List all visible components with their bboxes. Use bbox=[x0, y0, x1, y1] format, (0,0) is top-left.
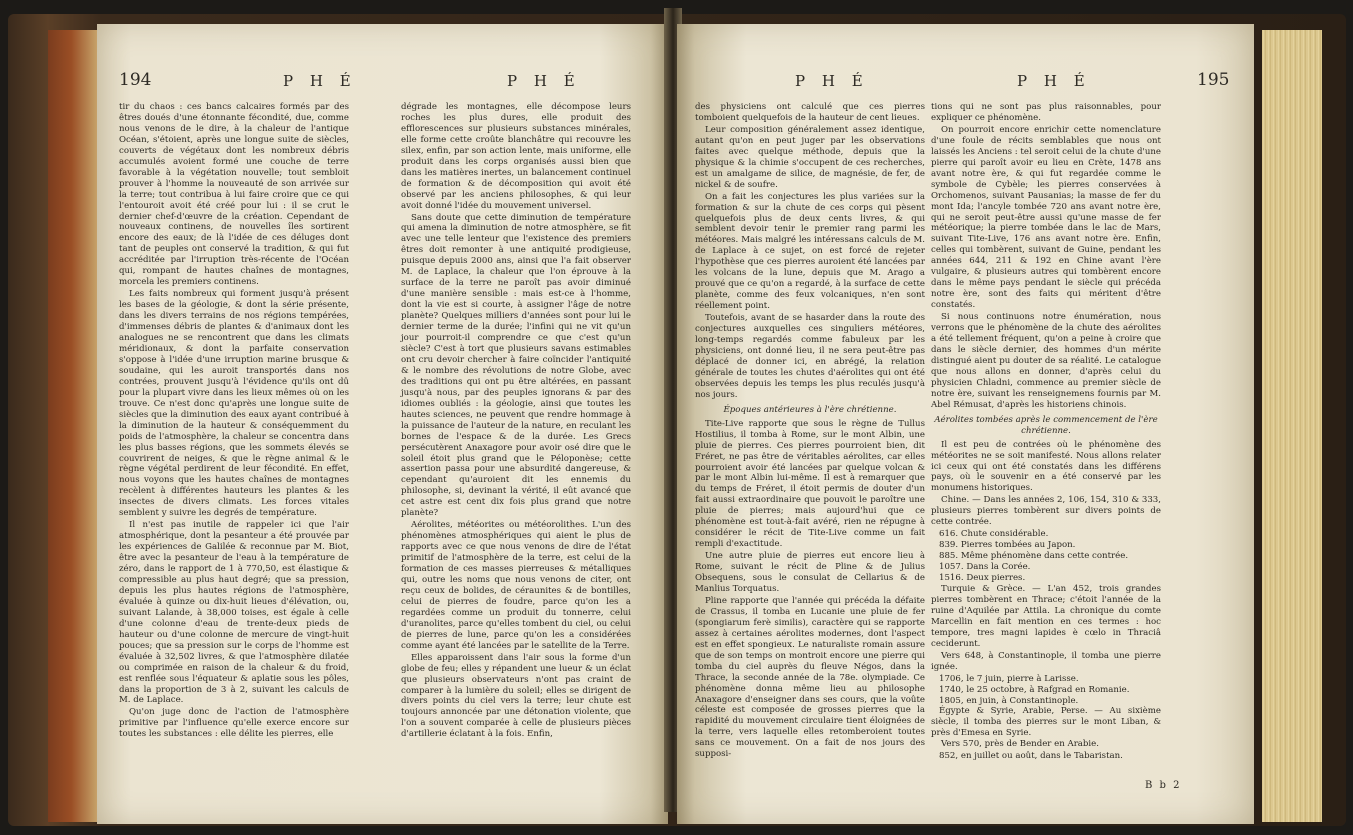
paragraph: On pourroit encore enrichir cette nomenclature d'une foule de récits semblables que nous ont laissés les Anciens : tel seroit celui de la chute d'une pierre qui paroît avoir eu lieu en Crète, 1478 ans avant notre ère, & qui fut regardée comme le symbole de Cybèle; les pierres conservées à Orchomenos, suivant Pausanias; la masse de fer du mont Ida; l'ancyle tombée 720 ans avant notre ère, qui ne seroit peut-être aussi qu'une masse de fer météorique; la pierre tombée dans le lac de Mars, suivant Tite-Live, 176 ans avant notre ère. Enfin, celles qui tombèrent, suivant de Guine, pendant les années 644, 211 & 192 en Chine avant l'ère vulgaire, & plusieurs autres qui tombèrent encore dans le même pays pendant le siècle qui précéda notre ère, sont des faits qui méritent d'être constatés. bbox=[931, 124, 1161, 311]
left-column-1 bbox=[119, 102, 349, 741]
left-page bbox=[97, 24, 668, 824]
paragraph: tir du chaos : ces bancs calcaires formés par des êtres doués d'une étonnante fécondité, due, comme nous venons de le dire, à la chaleur de l'antique Océan, s'étoient, après une longue suite de siècles, couverts de végétaux dont les nombreux débris accumulés avoient formé une couche de terre favorable à la végétation nouvelle; tout sembloit prouver à l'homme la nouveauté de son arrivée sur la terre; tout contribua à lui faire croire que ce qui l'entouroit avoit été créé pour lui : il se crut le dernier chef-d'œuvre de la création. Cependant de nouveaux continens, de nouvelles îles sortirent encore des eaux; de là l'idée de ces déluges dont tant de peuples ont conservé la tradition, & qui fut accréditée par l'irruption très-récente de l'Océan qui, rompant de hautes chaînes de montagnes, morcela les premiers continens. bbox=[119, 102, 349, 288]
paragraph: Tite-Live rapporte que sous le règne de Tullus Hostilius, il tomba à Rome, sur le mont Albin, une pluie de pierres. Ces pierres pourroient bien, dit Fréret, ne pas être de véritables aérolites, car elles pourroient avoir été lancées par quelque volcan & par le mont Albin lui-même. Il est à remarquer que du temps de Fréret, il étoit permis de douter d'un fait aussi extraordinaire que pouvoit le paroître une pluie de pierres; mais aujourd'hui que ce phénomène est tout-à-fait avéré, rien ne répugne à considérer le récit de Tite-Live comme un fait rempli d'exactitude. bbox=[695, 418, 925, 550]
catalogue-entry: 1057. Dans la Corée. bbox=[939, 562, 1031, 573]
paragraph: Les faits nombreux qui forment jusqu'à présent les bases de la géologie, & dont la série présente, dans les divers terrains de nos régions tempérées, d'immenses débris de plantes & d'animaux dont les analogues ne se rencontrent que dans les climats méridionaux, & dont la parfaite conservation s'oppose à l'idée d'une irruption marine brusque & soudaine, qui les auroit transportés dans nos contrées, prouvent jusqu'à l'évidence qu'ils ont dû pour la plupart vivre dans les lieux mêmes où on les trouve. Ce n'est donc qu'après une longue suite de siècles que la diminution des eaux ayant contribué à la diminution de la hauteur & conséquemment du poids de l'atmosphère, la chaleur se concentra dans les plus basses régions, que les sommets élevés se couvrirent de neiges, & que le règne animal & le règne végétal perdirent de leur fécondité. En effet, nous voyons que les hautes chaînes de montagnes recèlent à différentes hauteurs les plantes & les insectes de divers climats. Les forces vitales semblent y suivre les degrés de température. bbox=[119, 289, 349, 519]
paragraph: des physiciens ont calculé que ces pierres tomboient quelquefois de la hauteur de cent lieues. bbox=[695, 102, 925, 123]
paragraph: Leur composition généralement assez identique, autant qu'on en peut juger par les observations faites avec quelque méthode, depuis que la physique & la chimie s'occupent de ces recherches, est un amalgame de silice, de magnésie, de fer, de nickel & de soufre. bbox=[695, 124, 925, 190]
paragraph: Turquie & Grèce. — L'an 452, trois grandes pierres tombèrent en Thrace; c'étoit l'année de la ruine d'Aquilée par Attila. La chronique du comte Marcellin en fait mention en ces termes : hoc tempore, tres magni lapides è cœlo in Thraciâ ceciderunt. bbox=[931, 583, 1161, 649]
paragraph: tions qui ne sont pas plus raisonnables, pour expliquer ce phénomène. bbox=[931, 102, 1161, 123]
paragraph: Qu'on juge donc de l'action de l'atmosphère primitive par l'influence qu'elle exerce encore sur toutes les substances : elle délite les pierres, elle bbox=[119, 707, 349, 740]
left-header-left: P H É bbox=[283, 72, 357, 90]
section-heading: Époques antérieures à l'ère chrétienne. bbox=[723, 404, 897, 415]
right-column-2 bbox=[931, 102, 1161, 762]
paragraph: On a fait les conjectures les plus variées sur la formation & sur la chute de ces corps qui pèsent quelquefois plus de deux cents livres, & qui semblent devoir tenir le premier rang parmi les météores. Mais malgré les intéressans calculs de M. de Laplace à ce sujet, on est forcé de rejeter l'hypothèse que ces pierres auroient été lancées par les volcans de la lune, depuis que M. Arago a prouvé que ce qu'on a regardé, à la surface de cette planète, comme des feux volcaniques, n'en sont réellement point. bbox=[695, 191, 925, 312]
catalogue-entry: 839. Pierres tombées au Japon. bbox=[939, 540, 1076, 551]
signature-mark: B b 2 bbox=[1145, 780, 1182, 791]
paragraph: Pline rapporte que l'année qui précéda la défaite de Crassus, il tomba en Lucanie une pluie de fer (spongiarum ferè similis), caractère qui se rapporte assez à certaines aérolites modernes, dont l'aspect est en effet spongieux. Le naturaliste romain assure que de son temps on montroit encore une pierre qui tomba du ciel auprès du fleuve Négos, dans la Thrace, la seconde année de la 78e. olympiade. Ce phénomène donna même lieu au philosophe Anaxagore d'enseigner dans ses cours, que la voûte céleste est composée de grosses pierres que la rapidité du mouvement circulaire tient éloignées de la terre, vers laquelle elles retomberoient toutes sans ce mouvement. On a fait de nos jours des supposi- bbox=[695, 595, 925, 760]
catalogue-entry: Égypte & Syrie, Arabie, Perse. — Au sixième siècle, il tomba des pierres sur le mont Liban, & près d'Emesa en Syrie. bbox=[931, 706, 1161, 739]
paragraph: Si nous continuons notre énumération, nous verrons que le phénomène de la chute des aérolites a été tellement fréquent, qu'on a peine à croire que dans le siècle dernier, des hommes d'un mérite distingué aient pu douter de sa réalité. Le catalogue que nous allons en donner, d'après celui du physicien Chladni, commence au premier siècle de notre ère, suivant les renseignemens fournis par M. Abel Rémusat, d'après les historiens chinois. bbox=[931, 312, 1161, 410]
left-page-number: 194 bbox=[119, 70, 152, 90]
paragraph: Une autre pluie de pierres eut encore lieu à Rome, suivant le récit de Pline & de Julius Obsequens, sous le consulat de Cellarius & de Manlius Torquatus. bbox=[695, 551, 925, 594]
catalogue-entry: 1740, le 25 octobre, à Rafgrad en Romanie. bbox=[939, 684, 1130, 695]
section-heading: Aérolites tombées après le commencement de l'ère chrétienne. bbox=[934, 414, 1158, 436]
paragraph: Vers 648, à Constantinople, il tomba une pierre ignée. bbox=[931, 650, 1161, 672]
paragraph: Il est peu de contrées où le phénomène des météorites ne se soit manifesté. Nous allons relater ici ceux qui ont été constatés dans les différens pays, où le souvenir en a été conservé par les monumens historiques. bbox=[931, 439, 1161, 494]
catalogue-entry: 616. Chute considérable. bbox=[939, 529, 1049, 540]
left-header-right: P H É bbox=[507, 72, 581, 90]
right-column-1 bbox=[695, 102, 925, 761]
catalogue-entry: 1516. Deux pierres. bbox=[939, 573, 1026, 584]
paragraph: Toutefois, avant de se hasarder dans la route des conjectures auxquelles ces singuliers météores, long-temps regardés comme fabuleux par les physiciens, ont donné lieu, il ne sera peut-être pas déplacé de donner ici, en abrégé, la relation générale de toutes les chutes d'aérolites qui ont été observées depuis les temps les plus reculés jusqu'à nos jours. bbox=[695, 313, 925, 400]
right-header-left: P H É bbox=[795, 72, 869, 90]
paragraph: Il n'est pas inutile de rappeler ici que l'air atmosphérique, dont la pesanteur a été prouvée par les expériences de Galilée & reconnue par M. Biot, être avec la pesanteur de l'eau à la température de zéro, dans le rapport de 1 à 770,50, est élastique & compressible au plus haut degré; que sa pression, depuis les plus hautes régions de l'atmosphère, évaluée à quinze ou dix-huit lieues d'élévation, ou, suivant Lalande, à 38,000 toises, est égale à celle d'une colonne d'eau de trente-deux pieds de hauteur ou d'une colonne de mercure de vingt-huit pouces; que sa pression sur le corps de l'homme est évaluée à 32,502 livres, & que l'atmosphère dilatée ou comprimée en raison de la chaleur & du froid, est renflée sous l'équateur & aplatie sous les pôles, dans la proportion de 3 à 2, suivant les calculs de M. de Laplace. bbox=[119, 520, 349, 706]
catalogue-entry: 885. Même phénomène dans cette contrée. bbox=[939, 551, 1129, 562]
paragraph: Elles apparoissent dans l'air sous la forme d'un globe de feu; elles y répandent une lueur & un éclat que plusieurs observateurs n'ont pas craint de comparer à la lumière du soleil; elles se dirigent de divers points du ciel vers la terre; leur chute est toujours annoncée par une détonation violente, que l'on a souvent comparée à celle de plusieurs pièces d'artillerie éclatant à la fois. Enfin, bbox=[401, 652, 631, 740]
paragraph: Aérolites, météorites ou météorolithes. L'un des phénomènes atmosphériques qui aient le plus de rapports avec ce que nous venons de dire de l'état primitif de l'atmosphère de la terre, est celui de la formation de ces masses pierreuses & métalliques qui, outre les noms que nous venons de citer, ont reçu ceux de bolides, de céraunites & de bontilles, celui de pierres de foudre, parce qu'on les a regardées comme un produit du tonnerre, celui d'uranolites, parce qu'elles tombent du ciel, ou celui de pierres de lune, parce qu'on les a considérées comme ayant été lancées par le satellite de la Terre. bbox=[401, 520, 631, 651]
paragraph: Vers 570, près de Bender en Arabie. bbox=[941, 739, 1099, 750]
paragraph: Sans doute que cette diminution de température qui amena la diminution de notre atmosphère, se fit avec une telle lenteur que l'existence des premiers êtres doit remonter à une antiquité prodigieuse, puisque depuis 2000 ans, ainsi que l'a fait observer M. de Laplace, la chaleur que l'on éprouve à la surface de la terre ne paroît pas avoir diminué d'une manière sensible : mais est-ce à l'homme, dont la vie est si courte, à assigner l'âge de notre planète? Quelques milliers d'années sont pour lui le dernier terme de la durée; l'infini qui ne vit qu'un jour pourroit-il comprendre ce que c'est qu'un siècle? C'est à tort que plusieurs savans estimables ont cru devoir chercher à faire coïncider l'antiquité & le nombre des révolutions de notre Globe, avec des traditions qui ont pu être altérées, en passant jusqu'à nous, par des peuples ignorans & par des idiomes oubliés : la géologie, ainsi que toutes les hautes sciences, ne peuvent que rendre hommage à la puissance de l'auteur de la nature, en reculant les bornes de l'espace & de la durée. Les Grecs persécutèrent Anaxagore pour avoir osé dire que le soleil étoit plus grand que le Péloponèse; cette assertion passa pour une absurdité dangereuse, & cependant qu'auroient dit les ennemis du philosophe, si, devinant la vérité, il eût avancé que cet astre est cent dix fois plus grand que notre planète? bbox=[401, 212, 631, 519]
catalogue-entry: 1805, en juin, à Constantinople. bbox=[939, 695, 1079, 706]
right-header-right: P H É bbox=[1017, 72, 1091, 90]
catalogue-entry: 852, en juillet ou août, dans le Tabaristan. bbox=[939, 751, 1123, 762]
paragraph: Chine. — Dans les années 2, 106, 154, 310 & 333, plusieurs pierres tombèrent sur divers points de cette contrée. bbox=[931, 495, 1161, 528]
right-page-edges bbox=[1262, 30, 1322, 822]
catalogue-entry: 1706, le 7 juin, pierre à Larisse. bbox=[939, 673, 1079, 684]
left-column-2 bbox=[401, 102, 631, 741]
paragraph: dégrade les montagnes, elle décompose leurs roches les plus dures, elle produit des efflorescences sur plusieurs substances minérales, elle forme cette croûte blanchâtre qui recouvre les silex, enfin, par son action lente, mais uniforme, elle produit dans les corps organisés aussi bien que dans les matières inertes, un balancement continuel de formation & de décomposition qui avoit été observé par les anciens philosophes, & qui leur avoit donné l'idée du mouvement universel. bbox=[401, 102, 631, 211]
right-page-number: 195 bbox=[1197, 70, 1230, 90]
right-page bbox=[677, 24, 1254, 824]
